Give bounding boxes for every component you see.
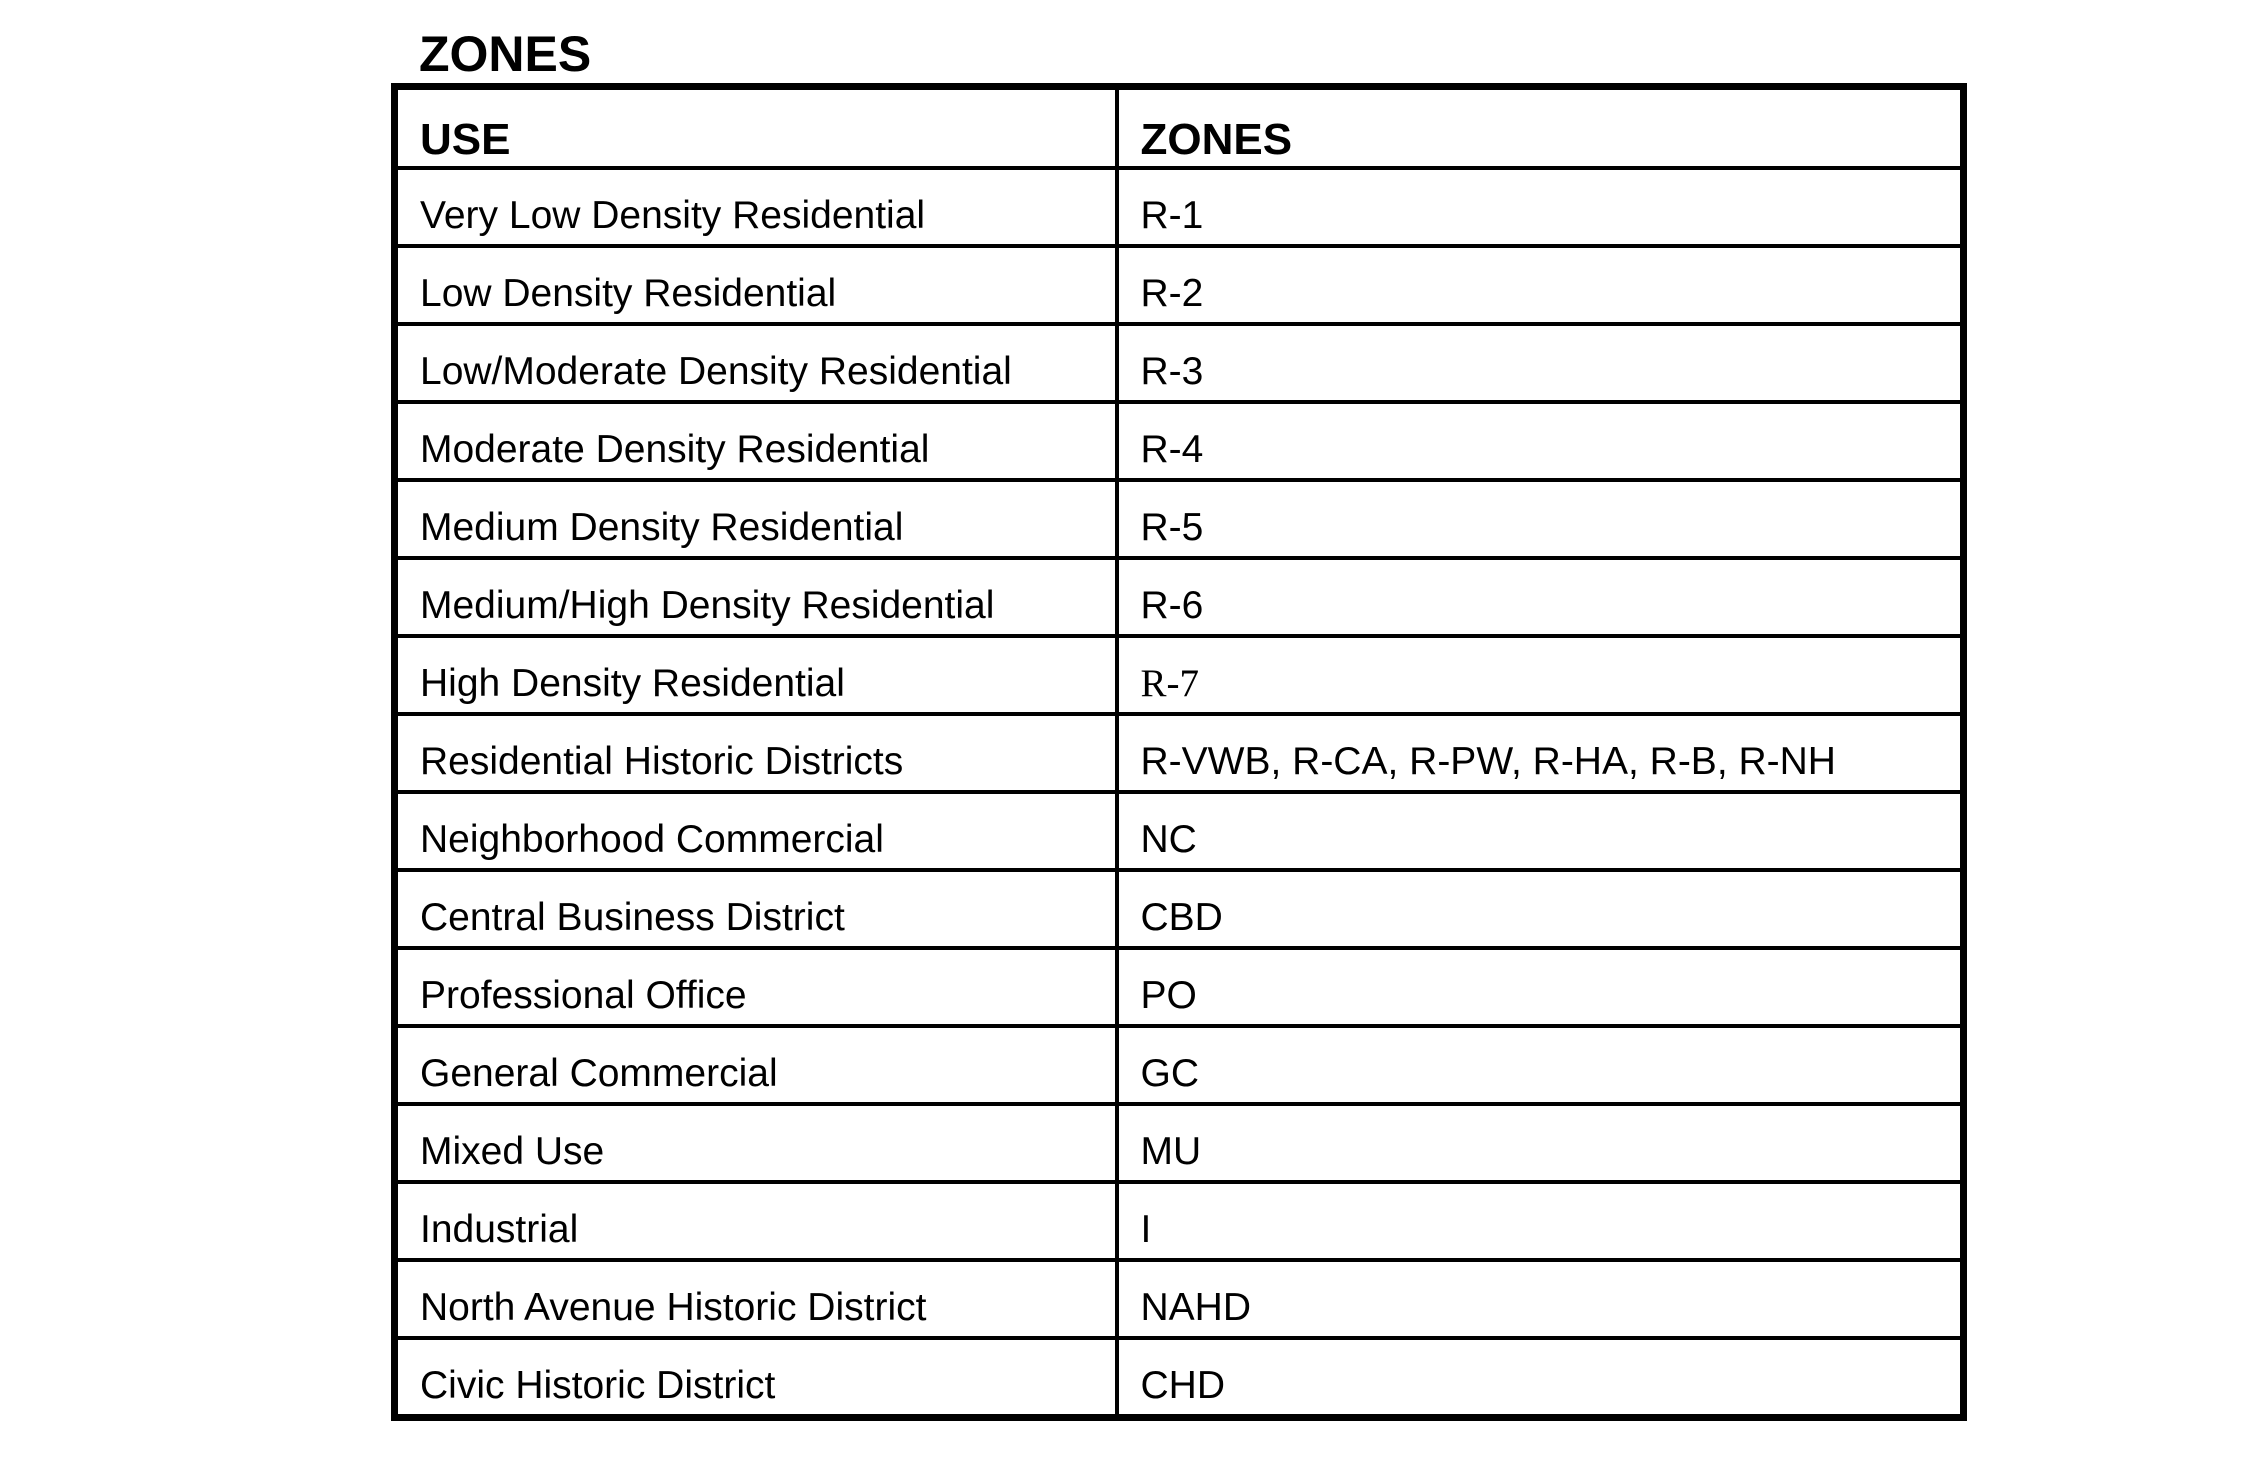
table-row [395,1338,1964,1418]
zones-cell: R-1 [1117,168,1964,246]
use-cell: Industrial [395,1182,1117,1260]
table-row [395,870,1964,948]
table-row [395,324,1964,402]
zones-cell: R-5 [1117,480,1964,558]
zones-table [391,83,1967,1421]
zones-cell: NAHD [1117,1260,1964,1338]
use-cell: Low Density Residential [395,246,1117,324]
table-row [395,246,1964,324]
use-cell: Central Business District [395,870,1117,948]
table-row [395,636,1964,714]
use-cell: North Avenue Historic District [395,1260,1117,1338]
table-row [395,558,1964,636]
zones-cell: R-3 [1117,324,1964,402]
zones-cell: CBD [1117,870,1964,948]
column-header-use: USE [395,87,1117,169]
use-cell: High Density Residential [395,636,1117,714]
zones-cell: R-4 [1117,402,1964,480]
table-row [395,1026,1964,1104]
use-cell: Neighborhood Commercial [395,792,1117,870]
table-row [395,714,1964,792]
zones-cell: GC [1117,1026,1964,1104]
zones-cell: PO [1117,948,1964,1026]
zones-cell: R-2 [1117,246,1964,324]
table-row [395,1104,1964,1182]
use-cell: Mixed Use [395,1104,1117,1182]
use-cell: Professional Office [395,948,1117,1026]
table-row [395,480,1964,558]
use-cell: Medium Density Residential [395,480,1117,558]
use-cell: Medium/High Density Residential [395,558,1117,636]
table-row [395,402,1964,480]
table-row [395,1182,1964,1260]
zones-cell: R-6 [1117,558,1964,636]
table-row [395,948,1964,1026]
use-cell: Residential Historic Districts [395,714,1117,792]
table-row [395,168,1964,246]
use-cell: General Commercial [395,1026,1117,1104]
page-title: ZONES [419,26,592,82]
table-row [395,792,1964,870]
column-header-zones: ZONES [1117,87,1964,169]
zones-cell: I [1117,1182,1964,1260]
zones-cell: R-VWB, R-CA, R-PW, R-HA, R-B, R-NH [1117,714,1964,792]
table-header-row [395,87,1964,169]
zones-cell: NC [1117,792,1964,870]
zones-cell: R-7 [1117,636,1964,714]
zones-cell: MU [1117,1104,1964,1182]
use-cell: Civic Historic District [395,1338,1117,1418]
use-cell: Very Low Density Residential [395,168,1117,246]
table-row [395,1260,1964,1338]
use-cell: Moderate Density Residential [395,402,1117,480]
use-cell: Low/Moderate Density Residential [395,324,1117,402]
zones-cell: CHD [1117,1338,1964,1418]
